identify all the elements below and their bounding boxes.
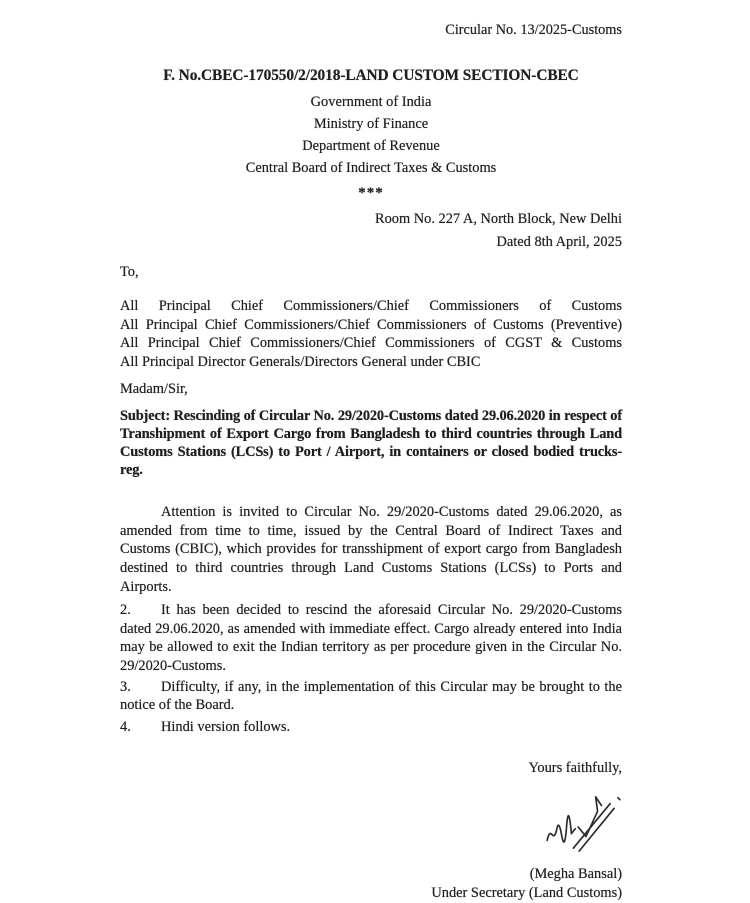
paragraph-number: 4. — [120, 718, 131, 735]
org-line-ministry: Ministry of Finance — [313, 115, 429, 132]
paragraph-text: Difficulty, if any, in the implementation of this Circular may be brought to the notice of the Board. — [120, 678, 622, 714]
file-number-heading: F. No.CBEC-170550/2/2018-LAND CUSTOM SECTION-CBEC — [163, 66, 579, 84]
circular-number: Circular No. 13/2025-Customs — [445, 22, 622, 38]
body-paragraph — [120, 718, 622, 737]
organization-block — [120, 91, 622, 179]
salutation: Madam/Sir, — [120, 380, 188, 397]
recipients-block — [120, 297, 622, 371]
recipient-line: All Principal Chief Commissioners/Chief Commissioners of Customs (Preventive) — [120, 316, 622, 333]
signature-block — [120, 790, 622, 854]
recipient-line: All Principal Director Generals/Directors General under CBIC — [120, 353, 481, 370]
org-line-board: Central Board of Indirect Taxes & Customs — [245, 159, 497, 176]
body-paragraph — [120, 503, 622, 596]
recipient-line: All Principal Chief Commissioners/Chief Commissioners of CGST & Customs — [120, 335, 622, 352]
subject-line: Subject: Rescinding of Circular No. 29/2020-Customs dated 29.06.2020 in respect of Transhipment of Export Cargo from Bangladesh to third countries through Land Customs Stations (LCSs) to Port / Airport, in containers or closed bodied trucks- reg. — [120, 408, 622, 479]
paragraph-text: Attention is invited to Circular No. 29/2020-Customs dated 29.06.2020, as amended from time to time, issued by the Central Board of Indirect Taxes and Customs (CBIC), which provides for transshipment of export cargo from Bangladesh destined to third countries through Land Customs Stations (LCSs) to Ports and Airports. — [120, 504, 622, 595]
paragraph-number: 2. — [120, 602, 131, 619]
paragraph-text: Hindi version follows. — [161, 718, 291, 735]
org-line-government: Government of India — [310, 93, 432, 110]
handwritten-signature-icon — [542, 790, 626, 854]
paragraph-text: It has been decided to rescind the aforesaid Circular No. 29/2020-Customs dated 29.06.2020, as amended with immediate effect. Cargo already entered into India may be allowed to exit the Indian territory as per procedure given in the Circular No. 29/2020-Customs. — [120, 602, 622, 674]
body-paragraph — [120, 601, 622, 675]
recipient-line: All Principal Chief Commissioners/Chief Commissioners of Customs — [120, 298, 622, 315]
org-line-department: Department of Revenue — [302, 137, 440, 154]
signatory-title: Under Secretary (Land Customs) — [431, 885, 622, 902]
paragraph-number: 3. — [120, 678, 131, 695]
to-label: To, — [120, 263, 139, 280]
document-content — [120, 0, 622, 903]
body-paragraph — [120, 678, 622, 715]
office-address: Room No. 227 A, North Block, New Delhi — [374, 210, 622, 227]
closing-salutation: Yours faithfully, — [528, 760, 622, 777]
date-line: Dated 8th April, 2025 — [496, 233, 622, 250]
signatory-name: (Megha Bansal) — [529, 865, 622, 882]
asterisk-separator: *** — [358, 184, 384, 201]
